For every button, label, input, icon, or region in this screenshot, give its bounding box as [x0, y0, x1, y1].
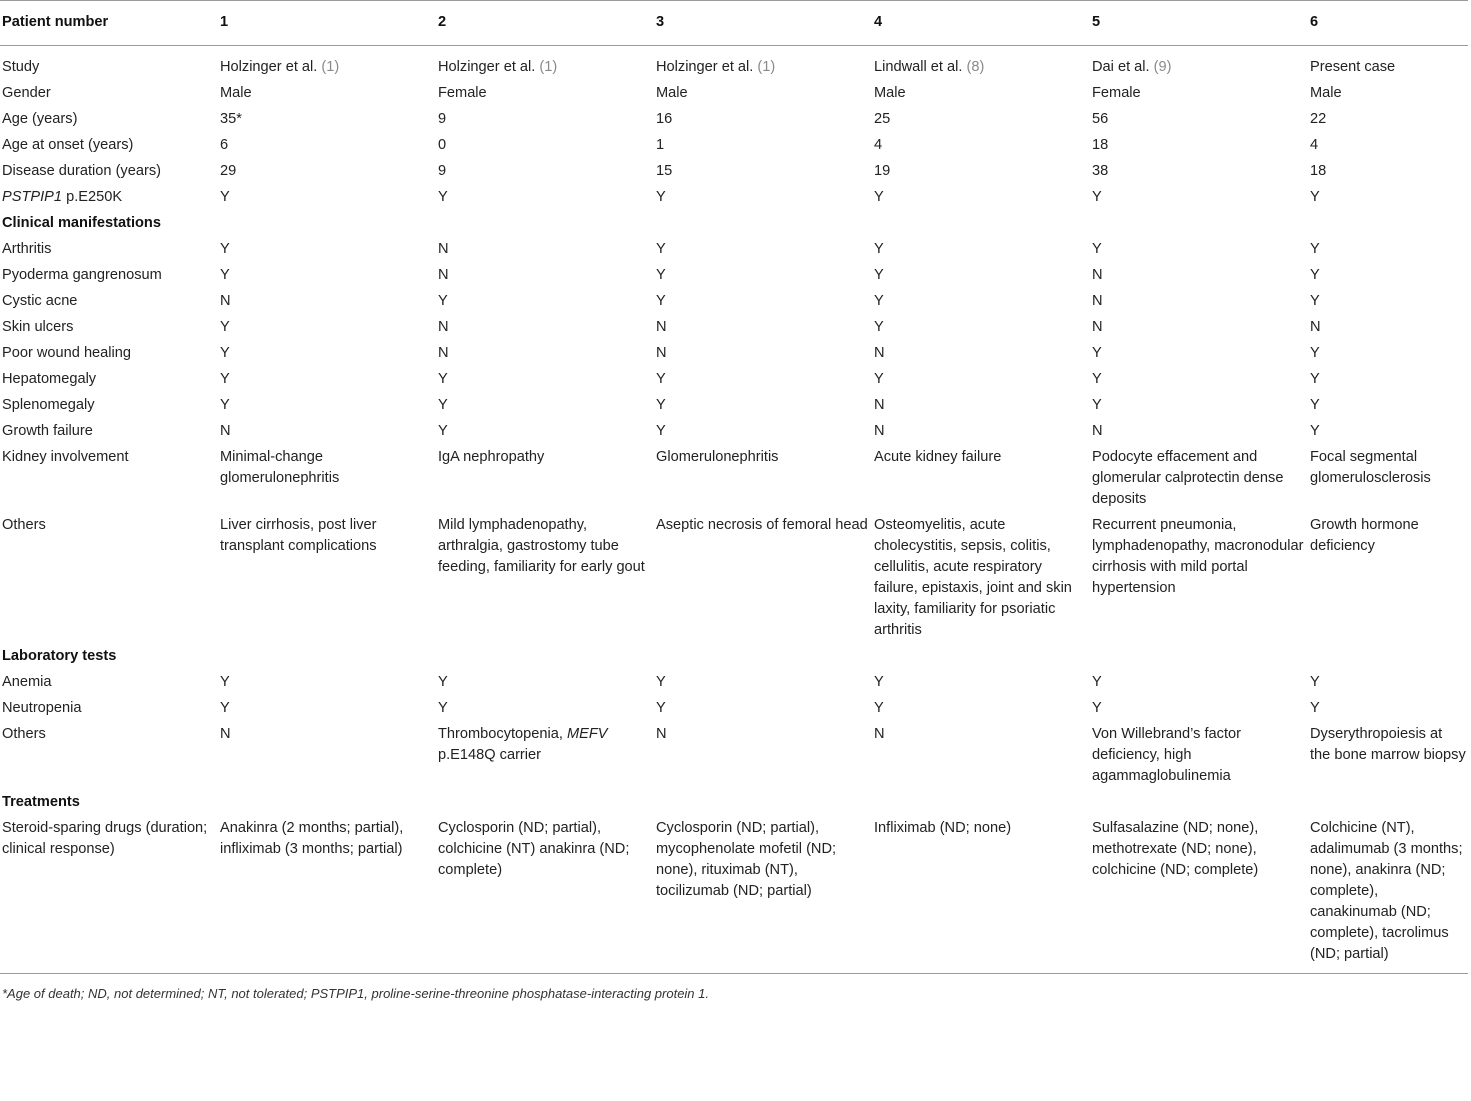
- table-row: [0, 263, 1468, 289]
- header-patient-number: 2: [436, 1, 654, 46]
- table-cell: Female: [1092, 85, 1141, 101]
- table-cell: N: [1092, 423, 1103, 439]
- table-cell: Y: [220, 674, 230, 690]
- section-row: [0, 790, 1468, 816]
- header-row: [0, 1, 1468, 46]
- row-label: Skin ulcers: [2, 319, 74, 335]
- table-cell: 9: [438, 163, 447, 179]
- table-cell: Y: [1310, 674, 1320, 690]
- table-cell: Y: [1092, 674, 1102, 690]
- table-cell: Focal segmental glomerulosclerosis: [1310, 449, 1431, 486]
- table-cell: Y: [656, 189, 666, 205]
- table-cell: Podocyte effacement and glomerular calprotectin dense deposits: [1092, 449, 1284, 507]
- cell-text: Lindwall et al.: [874, 59, 967, 75]
- table-cell: Y: [220, 371, 230, 387]
- table-cell: Osteomyelitis, acute cholecystitis, sepsis, colitis, cellulitis, acute respiratory failure, epistaxis, joint and skin laxity, familiarity for psoriatic arthritis: [874, 517, 1072, 638]
- table-cell: Male: [656, 85, 688, 101]
- table-cell: Y: [220, 397, 230, 413]
- row-label: Kidney involvement: [2, 449, 129, 465]
- table-row: [0, 107, 1468, 133]
- table-cell: [1090, 46, 1308, 81]
- row-label: Cystic acne: [2, 293, 78, 309]
- table-cell: Y: [874, 371, 884, 387]
- table-cell: Y: [438, 674, 448, 690]
- table-cell: Infliximab (ND; none): [872, 816, 1090, 974]
- table-cell: 18: [1310, 163, 1327, 179]
- table-cell: N: [1092, 319, 1103, 335]
- table-row: [0, 513, 1468, 644]
- table-row: [0, 81, 1468, 107]
- table-cell: N: [220, 726, 231, 742]
- table-cell: Y: [1092, 371, 1102, 387]
- table-cell: Y: [1092, 700, 1102, 716]
- table-row: [0, 393, 1468, 419]
- table-cell: Von Willebrand’s factor deficiency, high agammaglobulinemia: [1092, 726, 1241, 784]
- table-cell: Y: [874, 267, 884, 283]
- row-label: Poor wound healing: [2, 345, 132, 361]
- table-cell: Y: [874, 241, 884, 257]
- table-cell: 35*: [220, 111, 242, 127]
- table-cell: Y: [656, 674, 666, 690]
- table-cell: IgA nephropathy: [438, 449, 545, 465]
- row-label: Age at onset (years): [2, 137, 134, 153]
- table-cell: Y: [1310, 345, 1320, 361]
- table-cell: Cyclosporin (ND; partial), mycophenolate mofetil (ND; none), rituximab (NT), tocilizumab (ND; partial): [654, 816, 872, 974]
- table-cell: 6: [220, 137, 229, 153]
- table-cell: 22: [1310, 111, 1327, 127]
- header-patient-number: 3: [654, 1, 872, 46]
- table-cell: Y: [656, 293, 666, 309]
- row-label-gene: PSTPIP1: [2, 189, 63, 205]
- table-cell: N: [874, 726, 885, 742]
- table-cell: 18: [1092, 137, 1109, 153]
- table-cell: Y: [220, 319, 230, 335]
- table-cell: Y: [1092, 241, 1102, 257]
- table-cell: [218, 46, 436, 81]
- table-cell: 0: [438, 137, 447, 153]
- table-cell: Minimal-change glomerulonephritis: [220, 449, 340, 486]
- row-label: Splenomegaly: [2, 397, 95, 413]
- table-cell: N: [656, 726, 667, 742]
- table-row: [0, 670, 1468, 696]
- table-cell: N: [438, 319, 449, 335]
- row-label: Anemia: [2, 674, 52, 690]
- table-cell: Y: [1310, 293, 1320, 309]
- table-cell: Y: [220, 189, 230, 205]
- table-cell: Y: [1310, 189, 1320, 205]
- table-cell: 38: [1092, 163, 1109, 179]
- reference-link: (1): [539, 59, 558, 75]
- table-row: [0, 722, 1468, 790]
- table-row: [0, 46, 1468, 81]
- table-cell: Male: [220, 85, 252, 101]
- table-cell: N: [874, 397, 885, 413]
- section-heading: Treatments: [2, 794, 80, 810]
- table-cell: Anakinra (2 months; partial), infliximab (3 months; partial): [218, 816, 436, 974]
- table-row: [0, 341, 1468, 367]
- header-patient-number: 6: [1308, 1, 1468, 46]
- table-cell: Dyserythropoiesis at the bone marrow biopsy: [1310, 726, 1466, 763]
- table-cell: Y: [438, 371, 448, 387]
- table-cell: Y: [1310, 371, 1320, 387]
- reference-link: (1): [321, 59, 340, 75]
- cell-text: Holzinger et al.: [656, 59, 758, 75]
- table-row: [0, 367, 1468, 393]
- table-cell: 1: [656, 137, 665, 153]
- table-cell: N: [438, 267, 449, 283]
- table-cell: N: [220, 423, 231, 439]
- table-cell: N: [220, 293, 231, 309]
- table-cell: N: [1310, 319, 1321, 335]
- row-label: Others: [2, 517, 46, 533]
- reference-link: (8): [966, 59, 985, 75]
- cell-text: Holzinger et al.: [438, 59, 540, 75]
- table-cell: Y: [656, 397, 666, 413]
- table-cell: 15: [656, 163, 673, 179]
- row-label: Gender: [2, 85, 51, 101]
- table-cell: Y: [874, 674, 884, 690]
- table-cell: Liver cirrhosis, post liver transplant complications: [220, 517, 377, 554]
- table-cell: Y: [1092, 397, 1102, 413]
- table-row: [0, 289, 1468, 315]
- cell-text: p.E148Q carrier: [438, 747, 542, 763]
- table-cell: Y: [438, 423, 448, 439]
- table-cell: 56: [1092, 111, 1109, 127]
- section-row: [0, 644, 1468, 670]
- table-cell: Y: [1092, 345, 1102, 361]
- table-cell: Aseptic necrosis of femoral head: [656, 517, 868, 533]
- table-cell: Female: [438, 85, 487, 101]
- cell-text: Dai et al.: [1092, 59, 1154, 75]
- row-label: Hepatomegaly: [2, 371, 97, 387]
- table-cell: Male: [874, 85, 906, 101]
- row-label: Arthritis: [2, 241, 52, 257]
- row-label: Growth failure: [2, 423, 93, 439]
- section-row: [0, 211, 1468, 237]
- section-heading: Laboratory tests: [2, 648, 117, 664]
- table-cell: Y: [220, 267, 230, 283]
- table-cell: Male: [1310, 85, 1342, 101]
- table-row: [0, 159, 1468, 185]
- table-cell: Mild lymphadenopathy, arthralgia, gastrostomy tube feeding, familiarity for early gout: [438, 517, 645, 575]
- header-patient-number: 5: [1090, 1, 1308, 46]
- section-heading: Clinical manifestations: [2, 215, 161, 231]
- table-cell: [436, 722, 654, 790]
- table-cell: Y: [438, 293, 448, 309]
- header-patient-number: 4: [872, 1, 1090, 46]
- table-row: [0, 185, 1468, 211]
- table-cell: 16: [656, 111, 673, 127]
- table-cell: Cyclosporin (ND; partial), colchicine (NT) anakinra (ND; complete): [436, 816, 654, 974]
- row-label-text: p.E250K: [62, 189, 123, 205]
- table-cell: [436, 46, 654, 81]
- table-cell: Y: [220, 241, 230, 257]
- cell-gene: MEFV: [566, 726, 608, 742]
- table-cell: Y: [1092, 189, 1102, 205]
- cell-text: Present case: [1310, 59, 1396, 75]
- table-cell: Y: [874, 293, 884, 309]
- table-cell: 4: [874, 137, 883, 153]
- row-label: Others: [2, 726, 46, 742]
- table-cell: Y: [656, 241, 666, 257]
- table-cell: N: [874, 423, 885, 439]
- table-cell: Y: [656, 267, 666, 283]
- table-cell: Y: [874, 700, 884, 716]
- table-row: [0, 419, 1468, 445]
- row-label: [0, 185, 218, 211]
- table-cell: Y: [438, 397, 448, 413]
- table-cell: N: [874, 345, 885, 361]
- table-cell: Y: [874, 189, 884, 205]
- table-cell: Y: [1310, 397, 1320, 413]
- table-cell: Y: [1310, 423, 1320, 439]
- table-row: [0, 237, 1468, 263]
- table-cell: N: [438, 345, 449, 361]
- table-header: [0, 1, 1468, 46]
- table-row: [0, 696, 1468, 722]
- table-cell: N: [438, 241, 449, 257]
- table-cell: Y: [656, 371, 666, 387]
- table-cell: 19: [874, 163, 891, 179]
- table-body: [0, 46, 1468, 974]
- table-cell: Acute kidney failure: [874, 449, 1002, 465]
- table-cell: Y: [438, 189, 448, 205]
- row-label: Steroid-sparing drugs (duration; clinical response): [0, 816, 218, 974]
- table-cell: [872, 46, 1090, 81]
- table-row: [0, 816, 1468, 974]
- table-row: [0, 133, 1468, 159]
- table-cell: Y: [656, 700, 666, 716]
- table-cell: N: [1092, 293, 1103, 309]
- table-row: [0, 315, 1468, 341]
- table-cell: Colchicine (NT), adalimumab (3 months; none), anakinra (ND; complete), canakinumab (ND; complete), tacrolimus (ND; partial): [1308, 816, 1468, 974]
- table-cell: Y: [438, 700, 448, 716]
- table-cell: Y: [220, 345, 230, 361]
- cell-text: Thrombocytopenia,: [438, 726, 567, 742]
- table-cell: N: [656, 319, 667, 335]
- table-cell: Y: [1310, 267, 1320, 283]
- row-label: Study: [2, 59, 40, 75]
- table-cell: Sulfasalazine (ND; none), methotrexate (ND; none), colchicine (ND; complete): [1090, 816, 1308, 974]
- table-cell: 25: [874, 111, 891, 127]
- header-label: Patient number: [0, 1, 218, 46]
- table-cell: Y: [1310, 700, 1320, 716]
- table-cell: Y: [1310, 241, 1320, 257]
- table-cell: Glomerulonephritis: [656, 449, 779, 465]
- table-cell: 9: [438, 111, 447, 127]
- table-cell: [1308, 46, 1468, 81]
- row-label: Disease duration (years): [2, 163, 161, 179]
- table-row: [0, 445, 1468, 513]
- table-cell: [654, 46, 872, 81]
- row-label: Age (years): [2, 111, 78, 127]
- table-cell: Growth hormone deficiency: [1310, 517, 1419, 554]
- table-cell: 29: [220, 163, 237, 179]
- reference-link: (9): [1153, 59, 1172, 75]
- reference-link: (1): [757, 59, 776, 75]
- table-cell: Y: [656, 423, 666, 439]
- table-cell: N: [1092, 267, 1103, 283]
- table-cell: Recurrent pneumonia, lymphadenopathy, macronodular cirrhosis with mild portal hypertension: [1092, 517, 1304, 596]
- row-label: Pyoderma gangrenosum: [2, 267, 162, 283]
- table-cell: Y: [874, 319, 884, 335]
- table-cell: N: [656, 345, 667, 361]
- table-footnote: *Age of death; ND, not determined; NT, not tolerated; PSTPIP1, proline-serine-threonine phosphatase-interacting protein 1.: [2, 986, 709, 1001]
- row-label: Neutropenia: [2, 700, 82, 716]
- header-patient-number: 1: [218, 1, 436, 46]
- cell-text: Holzinger et al.: [220, 59, 322, 75]
- table-cell: Y: [220, 700, 230, 716]
- table-cell: 4: [1310, 137, 1319, 153]
